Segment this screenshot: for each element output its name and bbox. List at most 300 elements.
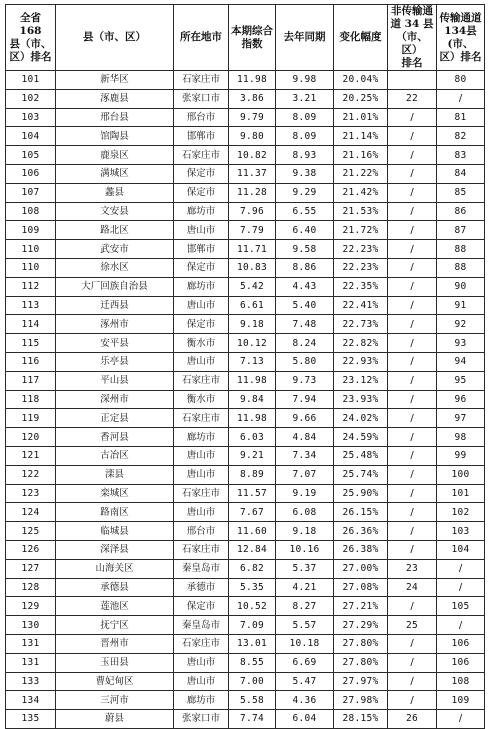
rank-cell: 112 [6,277,56,296]
table-row [6,296,485,315]
non-corridor-rank-cell: / [388,503,437,522]
index-cell: 11.98 [229,71,276,90]
rank-cell: 102 [6,89,56,108]
rank-cell: 131 [6,634,56,653]
county-cell: 山海关区 [56,559,174,578]
county-cell: 蠡县 [56,183,174,202]
change-cell: 26.15% [334,503,388,522]
header-current-index [229,5,276,71]
change-cell: 27.97% [334,672,388,691]
corridor-rank-cell: 101 [437,484,485,503]
change-cell: 22.82% [334,334,388,353]
last-year-cell: 9.29 [276,183,334,202]
corridor-rank-cell: 100 [437,465,485,484]
rank-cell: 133 [6,672,56,691]
table-row [6,616,485,635]
corridor-rank-cell: 85 [437,183,485,202]
index-cell: 11.37 [229,164,276,183]
rank-cell: 117 [6,371,56,390]
table-row [6,597,485,616]
non-corridor-rank-cell: / [388,183,437,202]
city-cell: 衡水市 [174,334,229,353]
city-cell: 张家口市 [174,710,229,729]
change-cell: 27.80% [334,634,388,653]
city-cell: 唐山市 [174,503,229,522]
rank-cell: 121 [6,446,56,465]
rank-cell: 131 [6,653,56,672]
corridor-rank-cell: 97 [437,409,485,428]
index-cell: 7.74 [229,710,276,729]
city-cell: 邯郸市 [174,127,229,146]
change-cell: 21.72% [334,221,388,240]
county-cell: 深州市 [56,390,174,409]
last-year-cell: 9.73 [276,371,334,390]
city-cell: 唐山市 [174,653,229,672]
rank-cell: 109 [6,221,56,240]
rank-cell: 116 [6,352,56,371]
change-cell: 28.15% [334,710,388,729]
last-year-cell: 7.34 [276,446,334,465]
index-cell: 8.55 [229,653,276,672]
corridor-rank-cell: 106 [437,653,485,672]
county-cell: 邢台县 [56,108,174,127]
rank-cell: 126 [6,540,56,559]
table-row [6,578,485,597]
last-year-cell: 9.58 [276,240,334,259]
header-line: 非传输通 [391,5,433,17]
non-corridor-rank-cell: / [388,634,437,653]
table-row [6,390,485,409]
change-cell: 27.00% [334,559,388,578]
non-corridor-rank-cell: / [388,277,437,296]
rank-cell: 122 [6,465,56,484]
city-cell: 邯郸市 [174,240,229,259]
last-year-cell: 8.93 [276,146,334,165]
change-cell: 21.01% [334,108,388,127]
rank-cell: 113 [6,296,56,315]
last-year-cell: 8.24 [276,334,334,353]
city-cell: 唐山市 [174,352,229,371]
corridor-rank-cell: 92 [437,315,485,334]
last-year-cell: 3.21 [276,89,334,108]
table-row [6,146,485,165]
rank-cell: 114 [6,315,56,334]
change-cell: 23.93% [334,390,388,409]
last-year-cell: 8.27 [276,597,334,616]
last-year-cell: 6.04 [276,710,334,729]
change-cell: 21.53% [334,202,388,221]
table-row [6,634,485,653]
city-cell: 秦皇岛市 [174,559,229,578]
county-cell: 古冶区 [56,446,174,465]
city-cell: 石家庄市 [174,634,229,653]
header-line: 变化幅度 [339,31,382,43]
index-cell: 8.89 [229,465,276,484]
header-city [174,5,229,71]
non-corridor-rank-cell: / [388,428,437,447]
last-year-cell: 10.18 [276,634,334,653]
last-year-cell: 8.86 [276,258,334,277]
city-cell: 保定市 [174,315,229,334]
table-row [6,371,485,390]
last-year-cell: 4.84 [276,428,334,447]
county-cell: 安平县 [56,334,174,353]
last-year-cell: 5.37 [276,559,334,578]
city-cell: 衡水市 [174,390,229,409]
table-row [6,183,485,202]
change-cell: 21.14% [334,127,388,146]
county-cell: 路南区 [56,503,174,522]
rank-cell: 129 [6,597,56,616]
city-cell: 唐山市 [174,465,229,484]
corridor-rank-cell: 109 [437,691,485,710]
last-year-cell: 6.69 [276,653,334,672]
non-corridor-rank-cell: / [388,352,437,371]
county-cell: 徐水区 [56,258,174,277]
corridor-rank-cell: / [437,559,485,578]
table-row [6,334,485,353]
change-cell: 27.08% [334,578,388,597]
rank-cell: 101 [6,71,56,90]
city-cell: 石家庄市 [174,540,229,559]
header-line: 排名 [401,57,423,69]
corridor-rank-cell: / [437,89,485,108]
header-row [6,5,485,71]
corridor-rank-cell: 102 [437,503,485,522]
non-corridor-rank-cell [388,71,437,90]
corridor-rank-cell: 106 [437,634,485,653]
rank-cell: 120 [6,428,56,447]
county-cell: 承德县 [56,578,174,597]
city-cell: 廊坊市 [174,202,229,221]
city-cell: 石家庄市 [174,71,229,90]
county-cell: 涿州市 [56,315,174,334]
index-cell: 5.35 [229,578,276,597]
non-corridor-rank-cell: / [388,127,437,146]
rank-cell: 119 [6,409,56,428]
change-cell: 27.29% [334,616,388,635]
change-cell: 22.35% [334,277,388,296]
index-cell: 10.83 [229,258,276,277]
index-cell: 6.82 [229,559,276,578]
county-cell: 栾城区 [56,484,174,503]
corridor-rank-cell: 108 [437,672,485,691]
last-year-cell: 7.07 [276,465,334,484]
table-row [6,240,485,259]
non-corridor-rank-cell: / [388,465,437,484]
county-cell: 武安市 [56,240,174,259]
rank-cell: 106 [6,164,56,183]
rank-cell: 110 [6,240,56,259]
non-corridor-rank-cell: 26 [388,710,437,729]
non-corridor-rank-cell: / [388,672,437,691]
table-row [6,446,485,465]
non-corridor-rank-cell: / [388,446,437,465]
last-year-cell: 9.66 [276,409,334,428]
index-cell: 12.84 [229,540,276,559]
city-cell: 石家庄市 [174,484,229,503]
header-line: 134县(市、 [444,24,477,50]
last-year-cell: 10.16 [276,540,334,559]
change-cell: 24.02% [334,409,388,428]
non-corridor-rank-cell: / [388,522,437,541]
index-cell: 7.67 [229,503,276,522]
header-line: 县（市、 [9,37,52,50]
header-line: （市、区） [396,31,428,56]
table-row [6,484,485,503]
non-corridor-rank-cell: 22 [388,89,437,108]
county-cell: 香河县 [56,428,174,447]
change-cell: 23.12% [334,371,388,390]
last-year-cell: 9.19 [276,484,334,503]
non-corridor-rank-cell: / [388,484,437,503]
corridor-rank-cell: 81 [437,108,485,127]
corridor-rank-cell: 99 [437,446,485,465]
corridor-rank-cell: 103 [437,522,485,541]
county-cell: 文安县 [56,202,174,221]
non-corridor-rank-cell: / [388,691,437,710]
rank-cell: 130 [6,616,56,635]
last-year-cell: 5.80 [276,352,334,371]
city-cell: 廊坊市 [174,428,229,447]
city-cell: 保定市 [174,183,229,202]
county-cell: 玉田县 [56,653,174,672]
table-row [6,71,485,90]
last-year-cell: 7.94 [276,390,334,409]
index-cell: 10.82 [229,146,276,165]
index-cell: 6.03 [229,428,276,447]
index-cell: 7.09 [229,616,276,635]
city-cell: 廊坊市 [174,691,229,710]
last-year-cell: 6.08 [276,503,334,522]
non-corridor-rank-cell: / [388,315,437,334]
city-cell: 保定市 [174,258,229,277]
corridor-rank-cell: 86 [437,202,485,221]
index-cell: 6.61 [229,296,276,315]
table-body [6,71,485,729]
county-cell: 路北区 [56,221,174,240]
corridor-rank-cell: 87 [437,221,485,240]
city-cell: 秦皇岛市 [174,616,229,635]
city-cell: 唐山市 [174,446,229,465]
corridor-rank-cell: 98 [437,428,485,447]
change-cell: 22.41% [334,296,388,315]
corridor-rank-cell: 104 [437,540,485,559]
non-corridor-rank-cell: / [388,108,437,127]
non-corridor-rank-cell: 23 [388,559,437,578]
non-corridor-rank-cell: / [388,540,437,559]
last-year-cell: 7.48 [276,315,334,334]
change-cell: 22.23% [334,240,388,259]
index-cell: 11.98 [229,371,276,390]
table-row [6,315,485,334]
rank-cell: 123 [6,484,56,503]
table-row [6,522,485,541]
non-corridor-rank-cell: 25 [388,616,437,635]
table-header [6,5,485,71]
county-cell: 馆陶县 [56,127,174,146]
last-year-cell: 4.21 [276,578,334,597]
non-corridor-rank-cell: / [388,390,437,409]
index-cell: 11.60 [229,522,276,541]
header-change-rate [334,5,388,71]
city-cell: 石家庄市 [174,371,229,390]
city-cell: 邢台市 [174,108,229,127]
non-corridor-rank-cell: / [388,409,437,428]
county-cell: 鹿泉区 [56,146,174,165]
index-cell: 7.96 [229,202,276,221]
non-corridor-rank-cell: / [388,164,437,183]
corridor-rank-cell: / [437,710,485,729]
table-row [6,352,485,371]
header-non-corridor-rank [388,5,437,71]
city-cell: 石家庄市 [174,146,229,165]
county-cell: 乐亭县 [56,352,174,371]
table-row [6,258,485,277]
last-year-cell: 6.40 [276,221,334,240]
header-county-name [56,5,174,71]
index-cell: 7.79 [229,221,276,240]
index-cell: 7.00 [229,672,276,691]
last-year-cell: 9.98 [276,71,334,90]
rank-cell: 108 [6,202,56,221]
county-cell: 抚宁区 [56,616,174,635]
table-row [6,409,485,428]
header-corridor-rank [437,5,485,71]
table-row [6,202,485,221]
change-cell: 25.74% [334,465,388,484]
table-row [6,127,485,146]
corridor-rank-cell: 84 [437,164,485,183]
county-cell: 平山县 [56,371,174,390]
change-cell: 27.21% [334,597,388,616]
header-line: 指数 [241,37,263,50]
county-ranking-table [5,4,485,729]
index-cell: 10.12 [229,334,276,353]
header-line: 县（市、区） [83,31,146,43]
index-cell: 13.01 [229,634,276,653]
change-cell: 27.80% [334,653,388,672]
change-cell: 20.04% [334,71,388,90]
county-cell: 三河市 [56,691,174,710]
last-year-cell: 4.36 [276,691,334,710]
index-cell: 9.84 [229,390,276,409]
change-cell: 22.93% [334,352,388,371]
last-year-cell: 8.09 [276,127,334,146]
index-cell: 9.18 [229,315,276,334]
last-year-cell: 9.18 [276,522,334,541]
county-cell: 满城区 [56,164,174,183]
last-year-cell: 5.40 [276,296,334,315]
index-cell: 7.13 [229,352,276,371]
non-corridor-rank-cell: / [388,371,437,390]
county-cell: 正定县 [56,409,174,428]
table-row [6,108,485,127]
table-row [6,164,485,183]
table-row [6,653,485,672]
city-cell: 石家庄市 [174,409,229,428]
rank-cell: 128 [6,578,56,597]
city-cell: 唐山市 [174,672,229,691]
rank-cell: 103 [6,108,56,127]
non-corridor-rank-cell: / [388,296,437,315]
non-corridor-rank-cell: / [388,221,437,240]
rank-cell: 127 [6,559,56,578]
corridor-rank-cell: / [437,578,485,597]
index-cell: 9.21 [229,446,276,465]
corridor-rank-cell: 96 [437,390,485,409]
corridor-rank-cell: 105 [437,597,485,616]
last-year-cell: 4.43 [276,277,334,296]
last-year-cell: 5.47 [276,672,334,691]
last-year-cell: 9.38 [276,164,334,183]
city-cell: 廊坊市 [174,277,229,296]
corridor-rank-cell: 88 [437,258,485,277]
index-cell: 3.86 [229,89,276,108]
table-row [6,89,485,108]
header-line: 所在地市 [180,31,222,43]
non-corridor-rank-cell: / [388,202,437,221]
county-cell: 蔚县 [56,710,174,729]
rank-cell: 124 [6,503,56,522]
index-cell: 11.57 [229,484,276,503]
header-line: 传输通道 [439,11,482,24]
county-cell: 涿鹿县 [56,89,174,108]
city-cell: 承德市 [174,578,229,597]
header-line: 道 34 县 [390,18,434,30]
change-cell: 21.22% [334,164,388,183]
change-cell: 27.98% [334,691,388,710]
rank-cell: 134 [6,691,56,710]
rank-cell: 115 [6,334,56,353]
index-cell: 5.58 [229,691,276,710]
header-line: 去年同期 [283,31,326,43]
county-cell: 迁西县 [56,296,174,315]
table-row [6,710,485,729]
header-line: 全省 168 [19,11,42,37]
non-corridor-rank-cell: / [388,258,437,277]
non-corridor-rank-cell: 24 [388,578,437,597]
ranking-table-container [5,4,485,729]
header-line: 区）排名 [9,50,52,63]
table-row [6,465,485,484]
county-cell: 大厂回族自治县 [56,277,174,296]
table-row [6,277,485,296]
change-cell: 24.59% [334,428,388,447]
table-row [6,559,485,578]
corridor-rank-cell: 93 [437,334,485,353]
county-cell: 莲池区 [56,597,174,616]
city-cell: 张家口市 [174,89,229,108]
county-cell: 滦县 [56,465,174,484]
non-corridor-rank-cell: / [388,334,437,353]
change-cell: 26.36% [334,522,388,541]
index-cell: 9.79 [229,108,276,127]
index-cell: 10.52 [229,597,276,616]
change-cell: 25.48% [334,446,388,465]
city-cell: 唐山市 [174,221,229,240]
last-year-cell: 8.09 [276,108,334,127]
index-cell: 11.71 [229,240,276,259]
county-cell: 深泽县 [56,540,174,559]
table-row [6,540,485,559]
rank-cell: 107 [6,183,56,202]
county-cell: 临城县 [56,522,174,541]
county-cell: 新华区 [56,71,174,90]
table-row [6,691,485,710]
city-cell: 保定市 [174,164,229,183]
corridor-rank-cell: 94 [437,352,485,371]
